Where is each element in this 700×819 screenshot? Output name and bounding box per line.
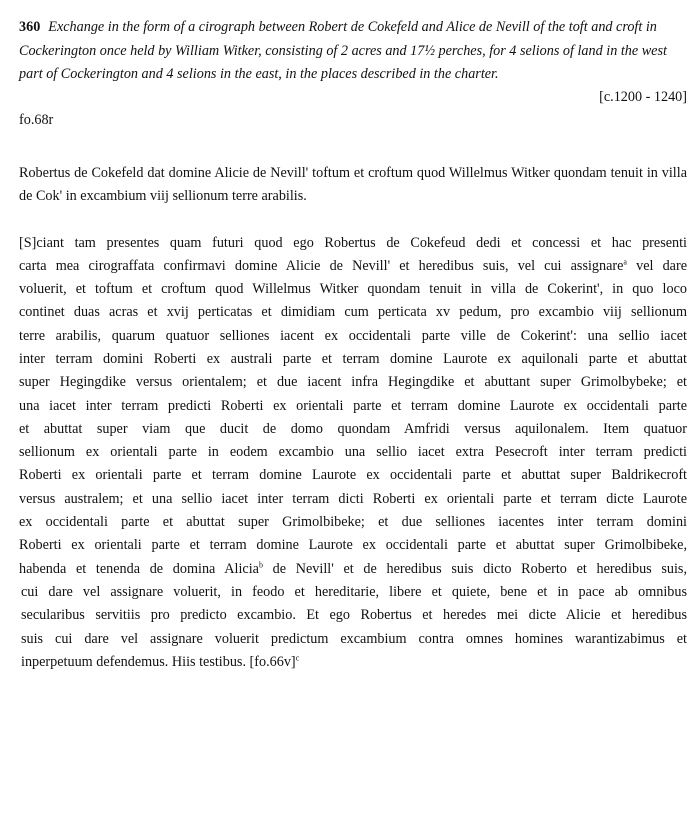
charter-line: terre arabilis, quarum quatuor selliones iacent ex occidentali parte ville de Cokerint': una sellio iacet [19, 327, 687, 344]
document-page [19, 16, 687, 674]
charter-line: habenda et tenenda de domina Alicia$^b$ de Nevill' et de heredibus suis dicto Roberto et heredibus suis, [19, 559, 688, 577]
charter-rubric: Robertus de Cokefeld dat domine Alicie de Nevill' toftum et croftum quod Willelmus Witker quondam tenuit in villa de Cok' in excambium viij sellionum terre arabilis. [19, 164, 687, 204]
charter-line: suis cui dare vel assignare voluerit predictum excambium contra omnes homines warantizabimus et [21, 630, 687, 647]
charter-line: et abuttat super viam que ducit de domo quondam Amfridi versus aquilonalem. Item quatuor [19, 420, 687, 437]
footnote-marker-c: c [295, 653, 300, 663]
entry-date: [c.1200 - 1240] [599, 88, 687, 105]
charter-line: voluerit, et toftum et croftum quod Willelmus Witker quondam tenuit in villa de Cokerint', in quo loco [19, 281, 687, 298]
charter-line: una iacet inter terram predicti Roberti ex orientali parte et terram domine Laurote ex occidentali parte [19, 397, 687, 414]
charter-line: sellionum ex orientali parte in eodem excambio una sellio iacet extra Pesecroft inter terram predicti [19, 444, 687, 461]
charter-line: versus australem; et una sellio iacet inter terram dicti Roberti ex orientali parte et terram dicte Laurote [19, 490, 687, 507]
folio-reference: fo.68r [19, 111, 54, 128]
charter-line: Roberti ex orientali parte et terram domine Laurote ex occidentali parte et abuttat super Baldrikecroft [19, 467, 687, 484]
charter-line: ex occidentali parte et abuttat super Grimolbibeke; et due selliones iacentes inter terram domini [19, 514, 687, 531]
charter-text [19, 232, 687, 675]
charter-line: cui dare vel assignare voluerit, in feodo et hereditarie, libere et quiete, bene et in pace ab omnibus [21, 583, 687, 600]
charter-line: continet duas acras et xvij perticatas et dimidiam cum perticata xv pedum, pro excambio viij sellionum [19, 304, 687, 321]
charter-line: Roberti ex orientali parte et terram domine Laurote ex occidentali parte et abuttat super Grimolbibeke, [19, 537, 687, 554]
charter-line: super Hegingdike versus orientalem; et due iacent infra Hegingdike et abuttant super Grimolbybeke; et [19, 374, 687, 391]
entry-description: Exchange in the form of a cirograph between Robert de Cokefeld and Alice de Nevill of the toft and croft in Cockerington once held by William Witker, consisting of 2 acres and 17½ perches, for 4 selions of land in the west part of Cockerington and 4 selions in the east, in the places described in the charter. [19, 19, 667, 82]
charter-line: [S]ciant tam presentes quam futuri quod ego Robertus de Cokefeud dedi et concessi et hac presenti [19, 234, 687, 251]
charter-line: inperpetuum defendemus. Hiis testibus. $[fo.66v]^c$ [21, 653, 300, 670]
charter-line: carta mea cirograffata confirmavi domine Alicie de Nevill' et heredibus suis, vel cui assignare$^a$ vel dare [19, 257, 688, 274]
charter-line: inter terram domini Roberti ex australi parte et terram domine Laurote ex aquilonali parte et abuttat [19, 350, 687, 367]
footnote-marker-a: a [623, 257, 627, 267]
entry-number: 360 [19, 19, 41, 35]
entry-heading [19, 16, 687, 87]
footnote-marker-b: b [258, 559, 263, 569]
charter-line: secularibus servitiis pro predicto excambio. Et ego Robertus et heredes mei dicte Alicie et heredibus [21, 607, 687, 624]
